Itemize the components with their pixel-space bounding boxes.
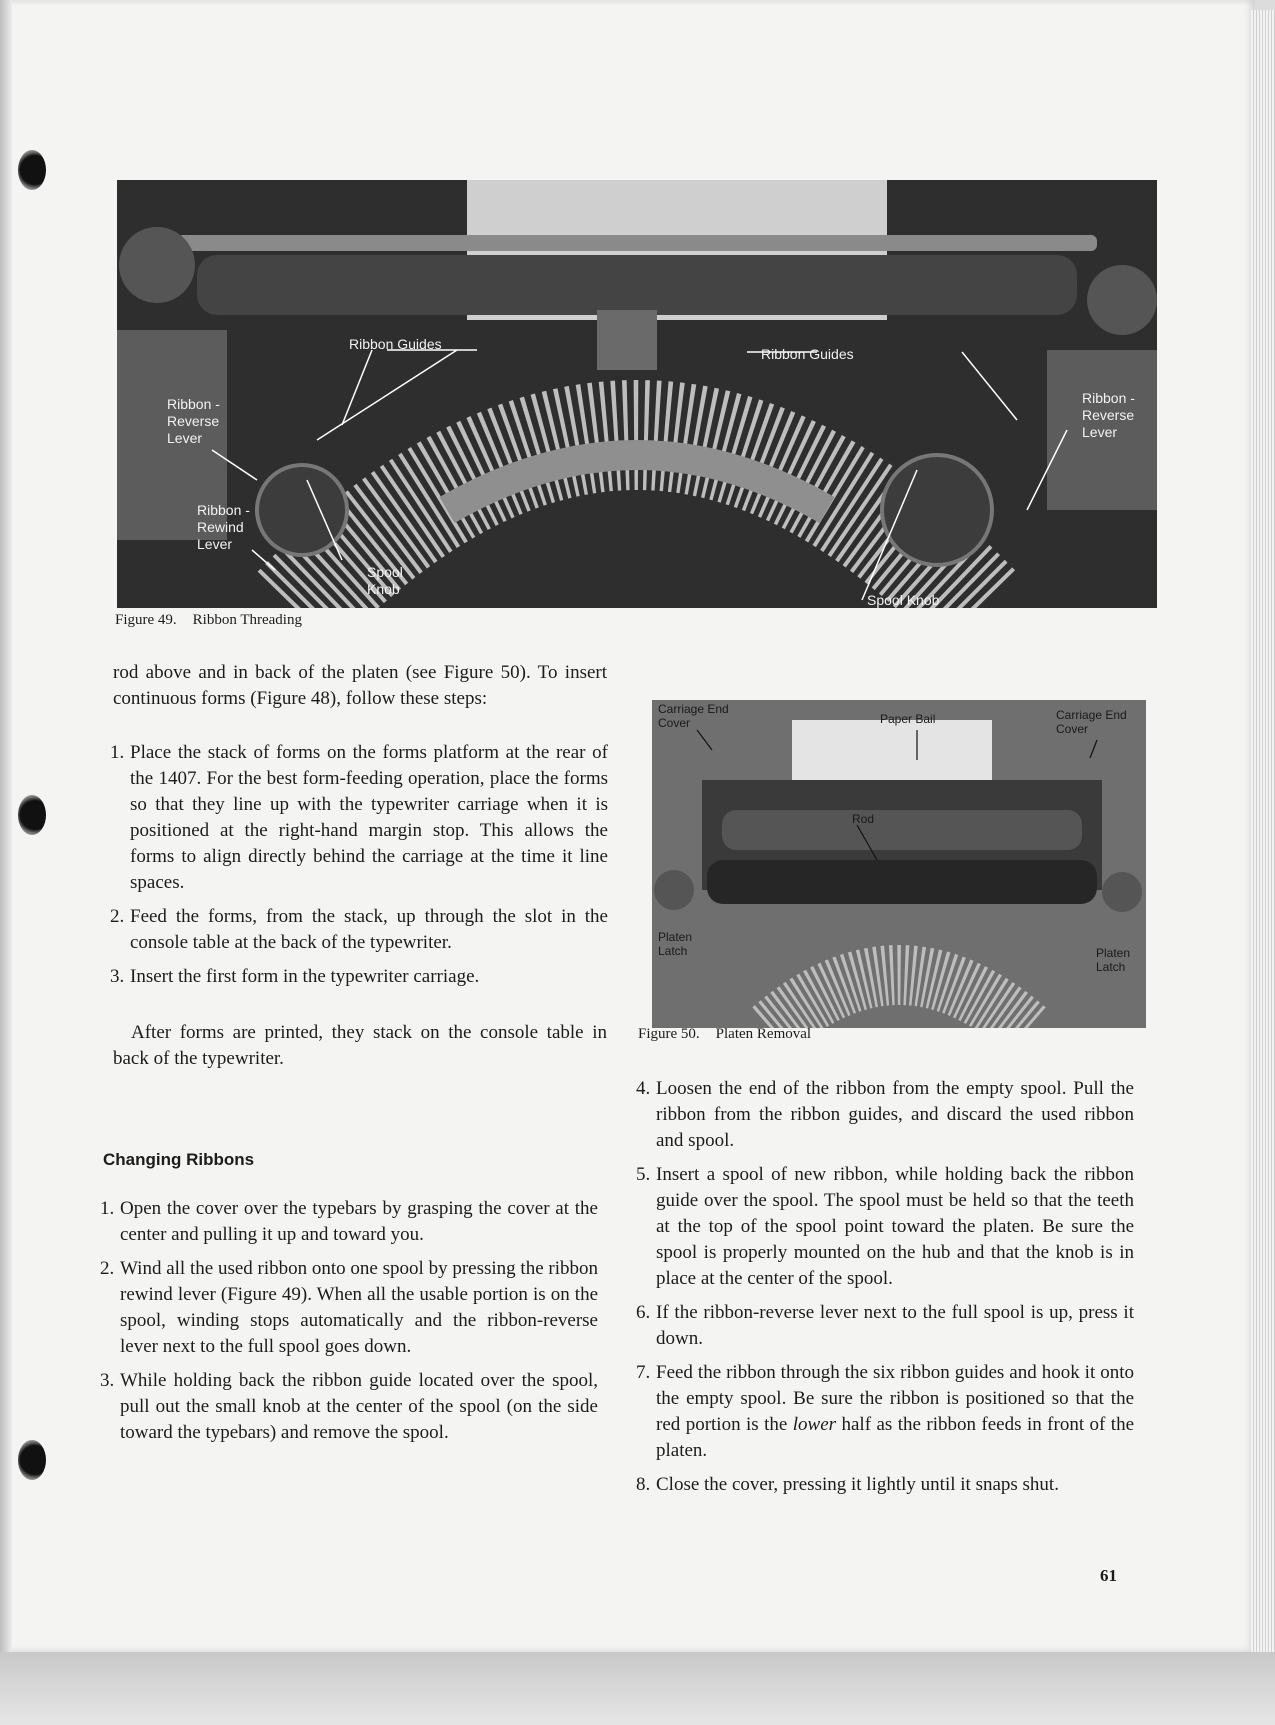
- figure-49-photo: [117, 180, 1157, 608]
- label-spool-knob-right: Spool Knob: [867, 592, 940, 608]
- list-item: [100, 1196, 598, 1248]
- step-number: 2.: [110, 906, 125, 927]
- after-paragraph: After forms are printed, they stack on the console table in back of the typewriter.: [113, 1022, 607, 1069]
- step-number: 2.: [100, 1258, 115, 1279]
- figure-50-photo: [652, 700, 1146, 1028]
- step-number: 6.: [636, 1302, 651, 1323]
- step-text: Feed the forms, from the stack, up through the slot in the console table at the back of the typewriter.: [130, 906, 608, 953]
- step-text: Insert a spool of new ribbon, while holding back the ribbon guide over the spool. The spool must be held so that the teeth at the top of the spool point toward the platen. Be sure the spool is properly mounted on the hub and that the knob is in place at the center of the spool.: [656, 1164, 1134, 1289]
- label-spool-knob-left: Spool Knob: [367, 564, 403, 597]
- list-item: [636, 1472, 1134, 1498]
- list-item: [110, 904, 608, 956]
- punch-hole: [18, 150, 46, 190]
- label-carriage-end-cover-right: Carriage End Cover: [1056, 708, 1127, 736]
- figure-50-title: Platen Removal: [715, 1026, 812, 1042]
- figure-49-number: Figure 49.: [115, 612, 177, 628]
- step-text: Wind all the used ribbon onto one spool by pressing the ribbon rewind lever (Figure 49). When all the usable portion is on the spool, winding stops automatically and the ribbon-reverse lever next to the full spool goes down.: [120, 1258, 598, 1357]
- step-emphasis: lower: [792, 1414, 837, 1435]
- figure-50-number: Figure 50.: [638, 1026, 700, 1042]
- step-text: Insert the first form in the typewriter carriage.: [130, 966, 480, 987]
- label-rod: Rod: [852, 812, 875, 826]
- label-carriage-end-cover-left: Carriage End Cover: [658, 702, 729, 730]
- list-item: [636, 1162, 1134, 1292]
- page-stack-edge: [1251, 10, 1275, 1655]
- typewriter-illustration: [117, 180, 1157, 608]
- forms-steps-list: [110, 740, 608, 998]
- step-text: While holding back the ribbon guide located over the spool, pull out the small knob at the center of the spool (on the side toward the typebars) and remove the spool.: [120, 1370, 598, 1443]
- figure-49-caption: [115, 612, 302, 629]
- step-number: 3.: [110, 966, 125, 987]
- list-item: [100, 1256, 598, 1360]
- list-item: [636, 1360, 1134, 1464]
- label-paper-bail: Paper Bail: [880, 712, 936, 726]
- label-ribbon-guides-left: Ribbon Guides: [349, 336, 442, 352]
- list-item: [100, 1368, 598, 1446]
- label-ribbon-guides-right: Ribbon Guides: [761, 346, 854, 362]
- list-item: [636, 1076, 1134, 1154]
- list-item: [110, 964, 608, 990]
- binding-shadow: [0, 0, 12, 1652]
- page-number: 61: [1100, 1566, 1117, 1585]
- step-number: 1.: [100, 1198, 115, 1219]
- label-ribbon-rewind-lever: Ribbon - Rewind Lever: [197, 502, 250, 552]
- step-number: 4.: [636, 1078, 651, 1099]
- step-number: 8.: [636, 1474, 651, 1495]
- platen-illustration: [652, 700, 1146, 1028]
- label-platen-latch-left: Platen Latch: [658, 930, 693, 958]
- ribbon-steps-list: [100, 1196, 598, 1454]
- step-text: Close the cover, pressing it lightly until it snaps shut.: [656, 1474, 1059, 1495]
- step-number: 5.: [636, 1164, 651, 1185]
- figure-50-caption: [638, 1026, 811, 1043]
- intro-paragraph: rod above and in back of the platen (see Figure 50). To insert continuous forms (Figure 48), follow these steps:: [113, 662, 607, 709]
- step-text: Place the stack of forms on the forms platform at the rear of the 1407. For the best form-feeding operation, place the forms so that they line up with the typewriter carriage when it is positioned at the right-hand margin stop. This allows the forms to align directly behind the carriage at the time it line spaces.: [130, 742, 608, 893]
- label-ribbon-reverse-lever-right: Ribbon - Reverse Lever: [1082, 390, 1135, 440]
- figure-49-title: Ribbon Threading: [192, 612, 302, 628]
- step-number: 1.: [110, 742, 125, 763]
- step-number: 7.: [636, 1362, 651, 1383]
- step-text: Open the cover over the typebars by grasping the cover at the center and pulling it up and toward you.: [120, 1198, 598, 1245]
- label-ribbon-reverse-lever-left: Ribbon - Reverse Lever: [167, 396, 220, 446]
- step-text: half as the ribbon feeds in front of the platen.: [656, 1414, 1135, 1461]
- punch-hole: [18, 1440, 46, 1480]
- list-item: [110, 740, 608, 896]
- ribbon-steps-continued-list: [636, 1076, 1134, 1506]
- section-heading: Changing Ribbons: [103, 1150, 255, 1169]
- label-platen-latch-right: Platen Latch: [1096, 946, 1131, 974]
- punch-hole: [18, 795, 46, 835]
- list-item: [636, 1300, 1134, 1352]
- step-number: 3.: [100, 1370, 115, 1391]
- step-text: Feed the ribbon through the six ribbon guides and hook it onto the empty spool. Be sure the ribbon is positioned so that the red portion is the: [656, 1362, 1134, 1435]
- step-text: If the ribbon-reverse lever next to the full spool is up, press it down.: [656, 1302, 1134, 1349]
- step-text: Loosen the end of the ribbon from the empty spool. Pull the ribbon from the ribbon guides, and discard the used ribbon and spool.: [656, 1078, 1134, 1151]
- scan-bottom-edge: [0, 1652, 1275, 1725]
